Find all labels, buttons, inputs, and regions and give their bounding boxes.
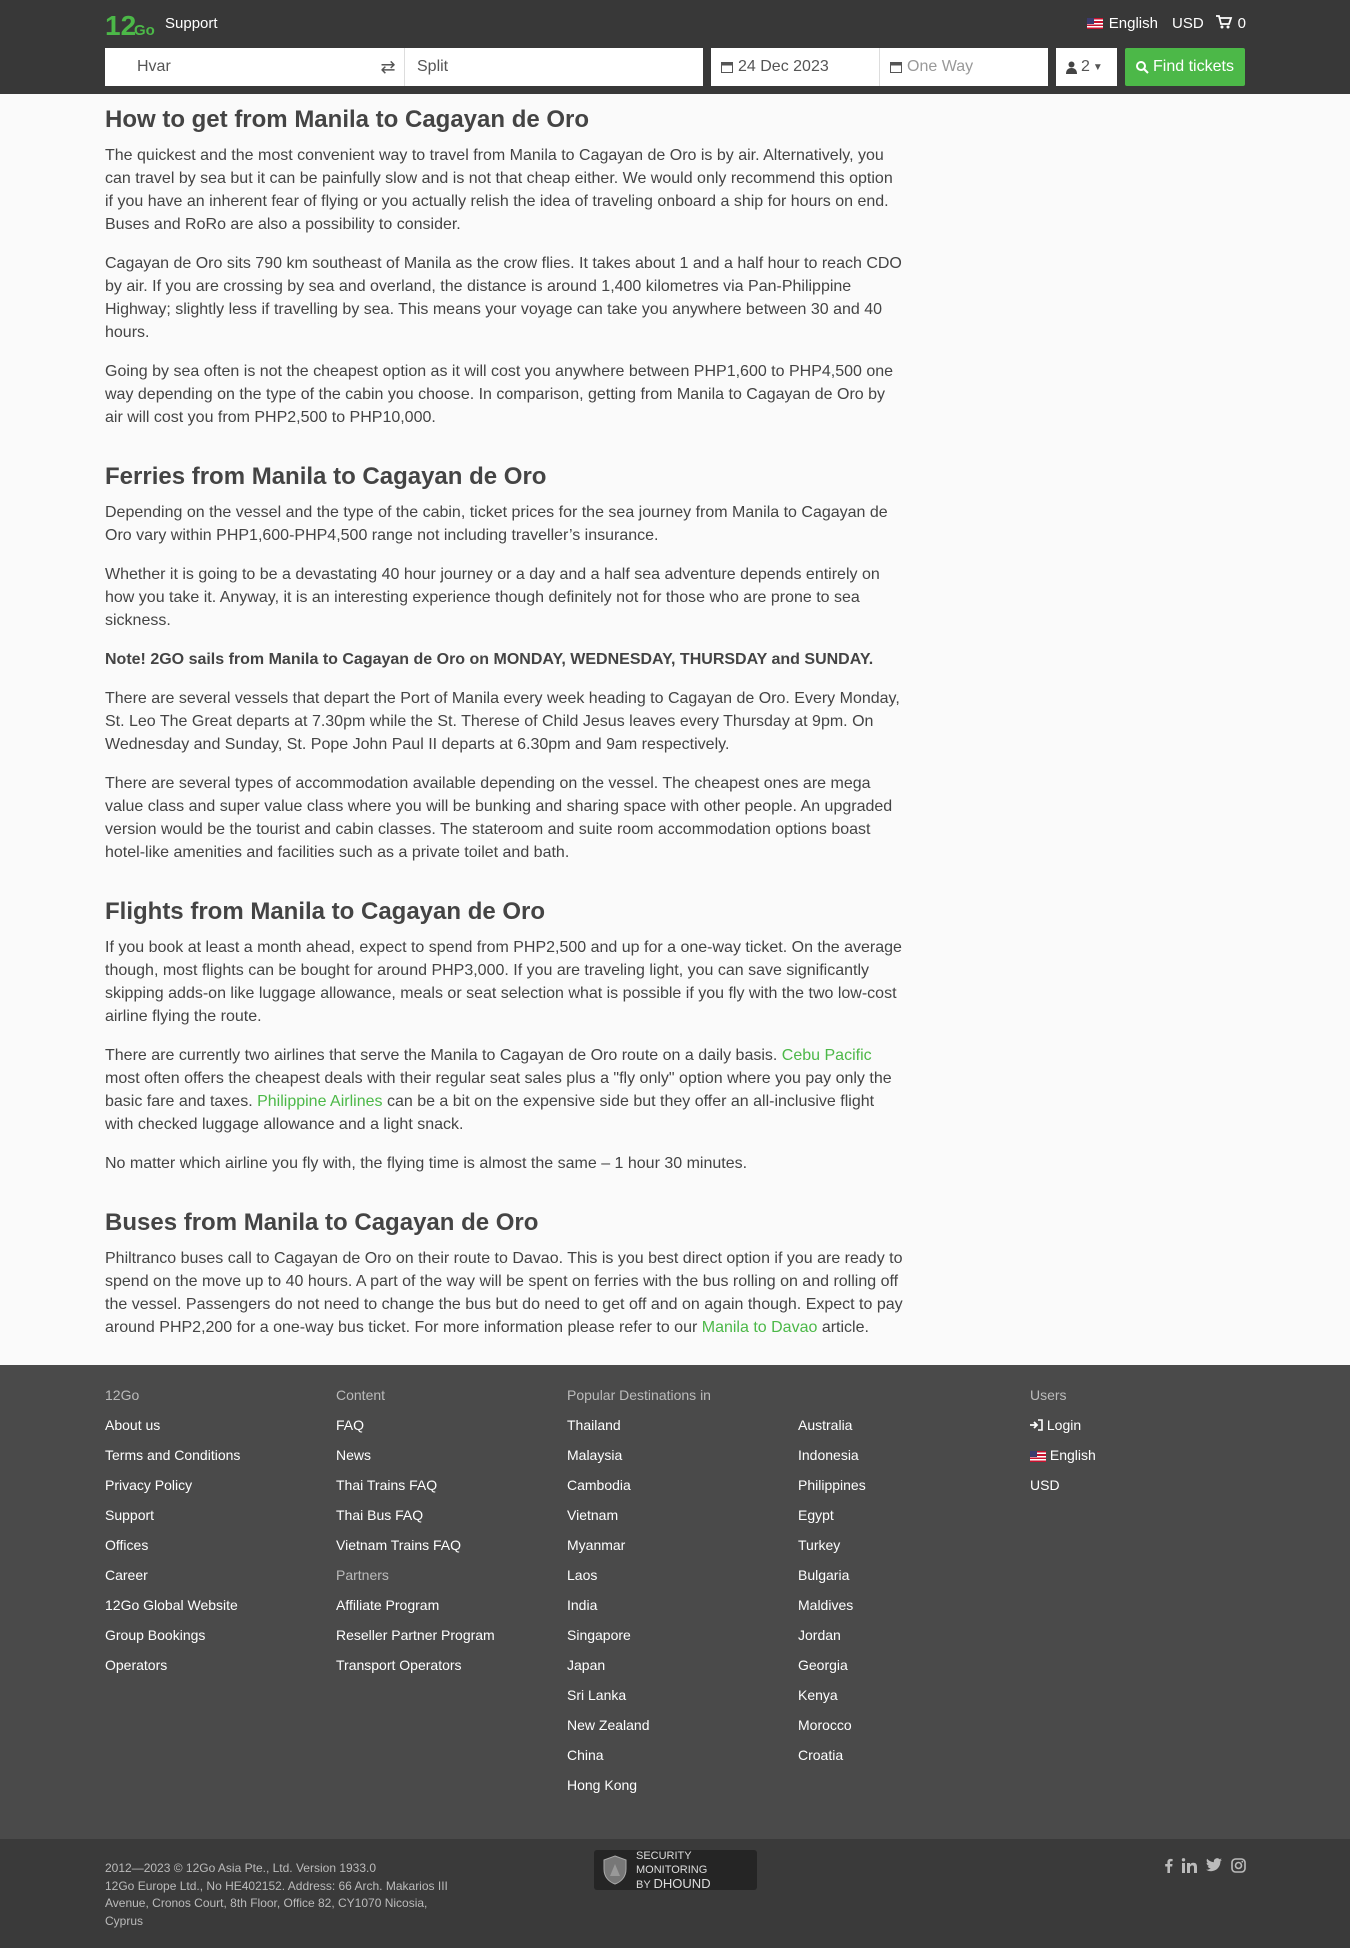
cart-count: 0 — [1237, 15, 1246, 32]
text-segment: There are currently two airlines that serve the Manila to Cagayan de Oro route on a daily basis. — [105, 1047, 782, 1064]
footer-col-content — [336, 1388, 495, 1688]
paragraph: The quickest and the most convenient way to travel from Manila to Cagayan de Oro is by air. Alternatively, you can travel by sea but it can be painfully slow and is not that cheap either. We would only recommend this option if you have an inherent fear of flying or you actually relish the idea of traveling onboard a ship for hours on end. Buses and RoRo are also a possibility to consider. — [105, 147, 893, 233]
footer-link[interactable]: China — [567, 1747, 604, 1763]
return-date-picker[interactable] — [879, 48, 1048, 86]
note-paragraph: Note! 2GO sails from Manila to Cagayan de Oro on MONDAY, WEDNESDAY, THURSDAY and SUNDAY. — [105, 651, 874, 668]
footer-link[interactable]: Cambodia — [567, 1477, 631, 1493]
footer-col-12go — [105, 1388, 240, 1688]
footer-link[interactable]: Offices — [105, 1537, 149, 1553]
footer-link[interactable]: Morocco — [798, 1717, 852, 1733]
footer-link[interactable]: Thai Bus FAQ — [336, 1507, 424, 1523]
caret-down-icon: ▼ — [1092, 61, 1103, 73]
footer-link[interactable]: Vietnam — [567, 1507, 619, 1523]
login-link[interactable] — [1030, 1418, 1096, 1448]
footer-link[interactable]: Vietnam Trains FAQ — [336, 1537, 462, 1553]
paragraph: There are several vessels that depart the Port of Manila every week heading to Cagayan de Oro. Every Monday, St. Leo The Great departs at 7.30pm while the St. Therese of Child Jesus leaves every Thursday at 9pm. On Wednesday and Sunday, St. Pope John Paul II departs at 6.30pm and 9am respectively. — [105, 690, 900, 753]
calendar-icon — [890, 61, 902, 73]
paragraph: If you book at least a month ahead, expect to spend from PHP2,500 and up for a one-way ticket. On the average though, most flights can be bought for around PHP3,000. If you are traveling light, you can save significantly skipping adds-on like luggage allowance, meals or seat selection what is possible if you fly with the two low-cost airline flying the route. — [105, 939, 902, 1025]
footer-link[interactable]: Myanmar — [567, 1537, 626, 1553]
footer-col-destinations-2 — [798, 1418, 866, 1778]
footer-link[interactable]: Reseller Partner Program — [336, 1627, 495, 1643]
footer-subheading-partners: Partners — [336, 1567, 389, 1583]
footer-language-label: English — [1049, 1447, 1096, 1463]
passengers-count: 2 — [1081, 58, 1090, 75]
badge-by: BY — [636, 1878, 654, 1891]
footer-link[interactable]: 12Go Global Website — [105, 1597, 238, 1613]
user-icon — [1066, 61, 1077, 74]
company-address: 12Go Europe Ltd., No HE402152. Address: 66 Arch. Makarios III Avenue, Cronos Court, 8th Floor, Office 82, CY1070 Nicosia, Cyprus — [105, 1878, 448, 1928]
security-monitoring-badge[interactable] — [594, 1850, 757, 1890]
footer-link[interactable]: Hong Kong — [567, 1777, 638, 1793]
footer-link[interactable]: India — [567, 1597, 598, 1613]
section-title: Ferries from Manila to Cagayan de Oro — [105, 463, 547, 490]
footer-language-link[interactable] — [1030, 1448, 1096, 1478]
paragraph: There are several types of accommodation available depending on the vessel. The cheapest ones are mega value class and super value class where you will be bunking and sharing space with other people. An upgraded version would be the tourist and cabin classes. The stateroom and suite room accommodation options boast hotel-like amenities and facilities such as a private toilet and bath. — [105, 775, 893, 861]
copyright-line: 2012—2023 © 12Go Asia Pte., Ltd. Version 1933.0 — [105, 1861, 377, 1875]
footer-link[interactable]: Group Bookings — [105, 1627, 206, 1643]
svg-text:12: 12 — [105, 10, 137, 41]
copyright — [105, 1860, 465, 1930]
footer-col-users — [1030, 1388, 1096, 1508]
footer-link[interactable]: FAQ — [336, 1417, 365, 1433]
footer-link[interactable]: About us — [105, 1417, 161, 1433]
footer-link[interactable]: Singapore — [567, 1627, 631, 1643]
footer-link[interactable]: Turkey — [798, 1537, 841, 1553]
support-link[interactable]: Support — [165, 15, 218, 32]
twitter-icon[interactable] — [1206, 1858, 1222, 1872]
section-title: How to get from Manila to Cagayan de Oro — [105, 106, 590, 133]
paragraph: Whether it is going to be a devastating 40 hour journey or a day and a half sea adventure depends entirely on how you take it. Anyway, it is an interesting experience though definitely not for those who are prone to sea sickness. — [105, 566, 880, 629]
instagram-icon[interactable] — [1231, 1858, 1246, 1873]
from-input[interactable]: Hvar — [105, 48, 404, 86]
manila-to-davao-link[interactable]: Manila to Davao — [701, 1319, 818, 1336]
footer-currency-link[interactable]: USD — [1030, 1477, 1060, 1493]
passengers-dropdown[interactable] — [1056, 48, 1117, 86]
footer-link[interactable]: Transport Operators — [336, 1657, 462, 1673]
footer-link[interactable]: New Zealand — [567, 1717, 650, 1733]
footer-link[interactable]: Bulgaria — [798, 1567, 850, 1583]
to-input[interactable]: Split — [404, 48, 703, 86]
date-picker[interactable] — [711, 48, 879, 86]
footer-link[interactable]: Malaysia — [567, 1447, 623, 1463]
footer-link[interactable]: Jordan — [798, 1627, 841, 1643]
paragraph: Depending on the vessel and the type of the cabin, ticket prices for the sea journey from Manila to Cagayan de Oro vary within PHP1,600-PHP4,500 range not including traveller’s insurance. — [105, 504, 888, 544]
find-tickets-label: Find tickets — [1153, 58, 1234, 75]
us-flag-icon — [1087, 18, 1103, 29]
login-label: Login — [1046, 1417, 1082, 1433]
footer-link[interactable]: Sri Lanka — [567, 1687, 627, 1703]
language-selector[interactable]: English — [1108, 15, 1158, 32]
footer-link[interactable]: Support — [105, 1507, 155, 1523]
footer-link[interactable]: News — [336, 1447, 372, 1463]
footer-link[interactable]: Career — [105, 1567, 148, 1583]
footer-heading: Popular Destinations in — [567, 1387, 711, 1403]
footer-link[interactable]: Laos — [567, 1567, 598, 1583]
cart-icon[interactable] — [1216, 15, 1232, 32]
text-segment: most often offers the cheapest deals with their regular seat sales plus a "fly only" option where you pay only the basic fare and taxes. — [105, 1070, 892, 1110]
footer-link[interactable]: Privacy Policy — [105, 1477, 193, 1493]
12go-logo[interactable] — [105, 8, 155, 41]
footer-link[interactable]: Australia — [798, 1417, 853, 1433]
footer-heading: Users — [1030, 1387, 1067, 1403]
footer-link[interactable]: Terms and Conditions — [105, 1447, 241, 1463]
badge-title: SECURITY MONITORING — [636, 1849, 708, 1876]
paragraph — [105, 1247, 905, 1339]
paragraph: Cagayan de Oro sits 790 km southeast of Manila as the crow flies. It takes about 1 and a half hour to reach CDO by air. If you are crossing by sea and overland, the distance is around 1,400 kilometres via Pan-Philippine Highway; slightly less if travelling by sea. This means your voyage can take you anywhere between 30 and 40 hours. — [105, 255, 902, 341]
footer-heading: Content — [336, 1387, 386, 1403]
footer-link[interactable]: Thailand — [567, 1417, 621, 1433]
facebook-icon[interactable] — [1164, 1858, 1173, 1873]
section-title: Flights from Manila to Cagayan de Oro — [105, 898, 546, 925]
us-flag-icon — [1030, 1451, 1046, 1462]
footer-link[interactable]: Japan — [567, 1657, 606, 1673]
footer-link[interactable]: Thai Trains FAQ — [336, 1477, 438, 1493]
text-segment: article. — [817, 1319, 869, 1336]
footer-link[interactable]: Philippines — [798, 1477, 866, 1493]
text-segment: Philtranco buses call to Cagayan de Oro on their route to Davao. This is you best direct option if you are ready to spend on the move up to 40 hours. A part of the way will be spent on ferries with the bus rolling on and rolling off the vessel. Passengers do not need to change the bus but do need to get off and on again though. Expect to pay around PHP2,200 for a one-way bus ticket. For more information please refer to our — [105, 1250, 903, 1336]
footer-link[interactable]: Indonesia — [798, 1447, 859, 1463]
article — [105, 100, 905, 1339]
paragraph: Going by sea often is not the cheapest option as it will cost you anywhere between PHP1,600 to PHP4,500 one way depending on the type of the cabin you choose. In comparison, getting from Manila to Cagayan de Oro by air will cost you from PHP2,500 to PHP10,000. — [105, 363, 894, 426]
footer-heading: 12Go — [105, 1387, 140, 1403]
footer-link[interactable]: Croatia — [798, 1747, 844, 1763]
header-right-menu — [1087, 15, 1246, 32]
footer-link[interactable]: Egypt — [798, 1507, 834, 1523]
shield-icon — [600, 1854, 630, 1886]
footer-link[interactable]: Georgia — [798, 1657, 848, 1673]
date-value: 24 Dec 2023 — [738, 58, 829, 75]
footer-link[interactable]: Operators — [105, 1657, 168, 1673]
search-icon — [1136, 61, 1149, 74]
svg-text:Go: Go — [134, 22, 155, 39]
return-placeholder: One Way — [907, 58, 974, 75]
footer-col-destinations — [567, 1388, 711, 1808]
footer-link[interactable]: Maldives — [798, 1597, 854, 1613]
calendar-icon — [721, 61, 733, 73]
sign-in-icon — [1030, 1419, 1043, 1431]
badge-brand: DHOUND — [653, 1875, 711, 1891]
text-segment: can be a bit on the expensive side but they offer an all-inclusive flight with checked luggage allowance and a light snack. — [105, 1093, 875, 1133]
paragraph: No matter which airline you fly with, the flying time is almost the same – 1 hour 30 minutes. — [105, 1155, 748, 1172]
paragraph — [105, 1044, 905, 1136]
social-links — [1164, 1858, 1246, 1873]
swap-direction-icon[interactable]: ⇄ — [380, 56, 396, 77]
section-title: Buses from Manila to Cagayan de Oro — [105, 1209, 539, 1236]
footer-link[interactable]: Kenya — [798, 1687, 838, 1703]
find-tickets-button[interactable] — [1125, 48, 1245, 86]
currency-selector[interactable]: USD — [1171, 15, 1204, 32]
linkedin-icon[interactable] — [1182, 1858, 1197, 1873]
philippine-airlines-link[interactable]: Philippine Airlines — [257, 1093, 383, 1110]
footer-link[interactable]: Affiliate Program — [336, 1597, 440, 1613]
cebu-pacific-link[interactable]: Cebu Pacific — [781, 1047, 872, 1064]
